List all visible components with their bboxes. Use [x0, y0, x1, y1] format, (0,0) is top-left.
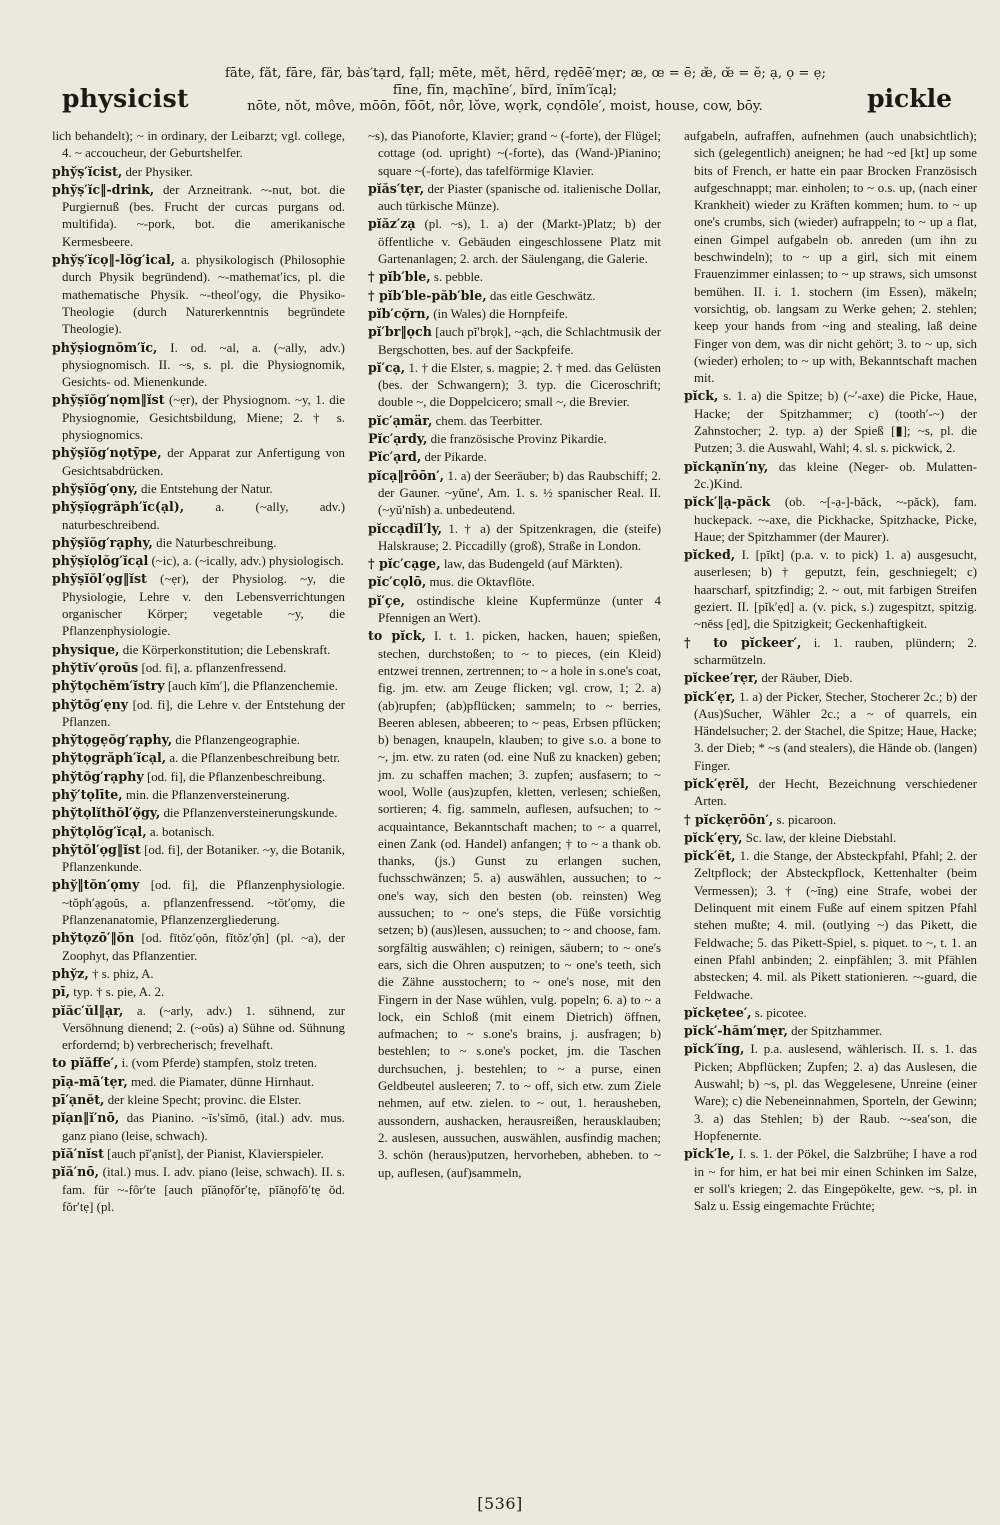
pronunciation-key-line: fīne, fĭn, mạchīne′, bĭrd, ĭnĭm′ĭcạl;	[392, 82, 618, 98]
dictionary-entry	[52, 128, 345, 163]
dictionary-entry	[684, 1004, 977, 1022]
entry-definition: (ob. ~[-ạ-]-băck, ~-păck), fam. huckepack. ~-axe, die Pickhacke, Spitzhacke, Picke, Haue; der Spitzhammer (der Maurer).	[694, 495, 977, 544]
entry-definition: i. 1. rauben, plündern; 2. scharmützeln.	[694, 635, 977, 667]
entry-headword: pĭăs′tẹr,	[368, 180, 425, 196]
right-guide-word: pickle	[867, 84, 952, 113]
dictionary-entry	[368, 305, 661, 323]
entry-definition: a. botanisch.	[149, 824, 215, 839]
entry-headword: pĭck′ẹry,	[684, 829, 743, 845]
dictionary-entry	[52, 823, 345, 841]
dictionary-entry	[52, 1145, 345, 1163]
dictionary-entry	[368, 215, 661, 268]
entry-definition: der Piaster (spanische od. italienische Dollar, auch türkische Münze).	[378, 181, 661, 214]
entry-headword: pĭccạdĭl′ly,	[368, 520, 443, 536]
entry-definition: [od. fi], die Lehre v. der Entstehung der Pflanzen.	[62, 697, 345, 729]
dictionary-entry	[368, 359, 661, 412]
dictionary-entry	[52, 804, 345, 822]
dictionary-entry	[52, 1109, 345, 1145]
entry-definition: 1. a) der Seeräuber; b) das Raubschiff; 2. der Gauner. ~yŭne′, Am. 1. s. ½ spanischer Real. II. (~yŭ′nĭsh) a. unbedeutend.	[378, 468, 661, 518]
entry-definition: die Entstehung der Natur.	[140, 481, 273, 496]
entry-definition: der Pikarde.	[424, 450, 487, 465]
entry-headword: pĭă′nĭst	[52, 1145, 104, 1161]
entry-headword: pĭck′ĕt,	[684, 848, 736, 864]
entry-definition: I. p.a. auslesend, wählerisch. II. s. 1. das Picken; Abpflücken; Zupfen; 2. a) das Auslesen, die Auswahl; b) ~s, pl. das Weggelesene, Unreine (einer Ware); c) die Nebeneinnahmen, Sporteln, der Gewinn; 3. a) das Stehlen; b) der Raub. ~-sea′son, die Hopfenernte.	[694, 1042, 977, 1143]
dictionary-entry	[368, 573, 661, 591]
entry-definition: der kleine Specht; provinc. die Elster.	[107, 1093, 302, 1108]
entry-headword: physique,	[52, 641, 120, 657]
entry-definition: (~ẹr), der Physiognom. ~y, 1. die Physiognomie, Gesichtsbildung, Miene; 2. † s. physiognomics.	[62, 393, 345, 443]
entry-definition: das kleine (Neger- ob. Mulatten- 2c.)Kind.	[694, 459, 977, 491]
entry-definition: 1. a) der Picker, Stecher, Stocherer 2c.; b) der (Aus)Sucher, Wähler 2c.; a ~ of quarrels, ein Händelsucher; 2. der Stachel, die Spitze; Haue, Hacke; 3. der Dieb; * ~s (and stealers), die Hände ob. (langen) Finger.	[694, 689, 977, 773]
entry-headword: phy̆ṣĭŏg′nọm‖ĭst	[52, 392, 165, 408]
entry-headword: pĭc′ạmär,	[368, 412, 433, 428]
entry-headword: Pĭc′ạrdy,	[368, 431, 428, 447]
dictionary-entry	[52, 1002, 345, 1055]
dictionary-entry	[684, 688, 977, 775]
dictionary-entry	[52, 444, 345, 480]
entry-definition: min. die Pflanzenversteinerung.	[125, 787, 290, 802]
left-guide-word: physicist	[62, 84, 189, 113]
entry-definition: [od. fi], die Pflanzenbeschreibung.	[146, 769, 326, 784]
entry-headword: phy̆ṣĭŏg′ọny,	[52, 480, 138, 496]
entry-definition: s. picaroon.	[776, 812, 837, 827]
entry-headword: phy̆ṣĭọgrăph′ĭc(ạl),	[52, 499, 185, 515]
dictionary-entry	[368, 287, 661, 305]
entry-headword: phy̆ṣ′ĭcọ‖-lŏg′ical,	[52, 252, 176, 268]
entry-definition: med. die Piamater, dünne Hirnhaut.	[130, 1074, 315, 1089]
entry-headword: phy̆tŏl′ọg‖ĭst	[52, 841, 141, 857]
entry-definition: law, das Budengeld (auf Märkten).	[443, 557, 623, 572]
entry-headword: pĭck′ĭng,	[684, 1041, 745, 1057]
dictionary-entry	[684, 546, 977, 633]
entry-definition: lich behandelt); ~ in ordinary, der Leibarzt; vgl. college, 4. ~ accoucheur, der Geburtshelfer.	[52, 129, 345, 161]
dictionary-entry	[52, 983, 345, 1001]
entry-columns	[52, 128, 977, 1490]
entry-headword: phy̆tọgẹŏg′rạphy,	[52, 732, 173, 748]
dictionary-entry	[52, 749, 345, 767]
dictionary-entry	[368, 323, 661, 359]
dictionary-entry	[52, 841, 345, 877]
entry-headword: pĭck′‖ạ-păck	[684, 494, 771, 510]
entry-definition: das eitle Geschwätz.	[489, 288, 596, 303]
entry-definition: [od. fi], a. pflanzenfressend.	[141, 660, 287, 675]
entry-definition: 1. † die Elster, s. magpie; 2. † med. das Gelüsten (bes. der Schwangern); 3. typ. die Ciceroschrift; double ~, die Doppelcicero; small ~, die Brevier.	[378, 360, 661, 410]
dictionary-entry	[684, 634, 977, 670]
entry-headword: pĭckee′rẹr,	[684, 670, 759, 686]
entry-headword: † pĭc′cạge,	[368, 556, 441, 572]
entry-headword: phy̆ṣ′ĭc‖-drink,	[52, 181, 155, 197]
dictionary-entry	[52, 1054, 345, 1072]
dictionary-entry	[52, 929, 345, 965]
dictionary-entry	[684, 775, 977, 811]
dictionary-entry	[52, 677, 345, 695]
entry-definition: (pl. ~s), 1. a) der (Markt-)Platz; b) der öffentliche v. Gebäuden eingeschlossene Platz mit Gartenanlagen; 2. arch. der Säulengang, die Galerie.	[378, 217, 661, 267]
entry-headword: pĭck′le,	[684, 1146, 735, 1162]
dictionary-entry	[52, 534, 345, 552]
entry-definition: I. s. 1. der Pökel, die Salzbrühe; I have a rod in ~ for him, er hat bei mir einen Schinken im Salze, er soll's kriegen; 2. das Eingepökelte, gew. ~s, pl. in Salz u. Essig eingemachte Früchte;	[694, 1147, 977, 1214]
entry-headword: Pĭc′ạrd,	[368, 449, 422, 465]
dictionary-entry	[684, 493, 977, 546]
dictionary-entry	[368, 467, 661, 520]
entry-definition: der Hecht, Bezeichnung verschiedener Arten.	[694, 776, 977, 809]
dictionary-entry	[684, 458, 977, 494]
entry-definition: a. (~ally, adv.) naturbeschreibend.	[62, 500, 345, 532]
entry-headword: phy̆ṣiognŏm′ĭc,	[52, 339, 158, 355]
dictionary-entry	[52, 731, 345, 749]
dictionary-entry	[52, 965, 345, 983]
entry-definition: ostindische kleine Kupfermünze (unter 4 Pfennigen an Wert).	[378, 593, 661, 626]
entry-headword: † pĭb′ble-păb′ble,	[368, 287, 487, 303]
dictionary-entry	[52, 163, 345, 181]
dictionary-entry	[52, 1073, 345, 1091]
entry-definition: [auch pĭ′ạnĭst], der Pianist, Klavierspieler.	[107, 1146, 324, 1161]
entry-headword: phy̆ṣĭọlŏg′ĭcạl	[52, 553, 149, 569]
entry-headword: phy̆tọzō′‖ŏn	[52, 930, 135, 946]
entry-headword: pī′ạnĕt,	[52, 1092, 105, 1108]
entry-headword: pĭb′cọ̆rn,	[368, 305, 430, 321]
entry-definition: die Pflanzengeographie.	[175, 733, 300, 748]
entry-headword: pĭck,	[684, 388, 719, 404]
column-2	[368, 128, 661, 1490]
entry-definition: (~ic), a. (~ically, adv.) physiologisch.	[151, 554, 344, 569]
entry-definition: † s. phiz, A.	[92, 966, 154, 981]
entry-definition: s. 1. a) die Spitze; b) (~′-axe) die Picke, Haue, Hacke; der Spitzhammer; c) (tooth′-~) der Zahnstocher; 2. typ. a) der Spieß [▮]; ~s, pl. die Putzen; 3. die Auswahl, Wahl; 4. sl. s. pickwick, 2.	[694, 389, 977, 456]
entry-headword: pĭạn‖ĭ′nō,	[52, 1110, 120, 1126]
entry-headword: phy̆′tọlīte,	[52, 786, 123, 802]
dictionary-entry	[368, 448, 661, 466]
entry-definition: a. die Pflanzenbeschreibung betr.	[169, 751, 341, 766]
entry-headword: phy̆z,	[52, 965, 89, 981]
entry-headword: pĭcked,	[684, 547, 736, 563]
entry-headword: phy̆ṣĭŏg′rạphy,	[52, 534, 153, 550]
entry-definition: I. [pĭkt] (p.a. v. to pick) 1. a) ausgesucht, auserlesen; b) † geputzt, fein, geschniegelt; c) haarscharf, spitzfindig; 2. ~ out, mit farbigen Streifen geziert. II. [pĭk′ẹd] a. (v. pick, s.) zugespitzt, spitzig. ~nĕss [ẹd], die Spitzigkeit; Geckenhaftigkeit.	[694, 548, 977, 632]
entry-definition: die französische Provinz Pikardie.	[430, 432, 607, 447]
entry-headword: phy̆‖tŏn′ọmy	[52, 877, 140, 893]
entry-definition: 1. † a) der Spitzenkragen, die (steife) Halskrause; 2. Piccadilly (groß), Straße in London.	[378, 521, 661, 553]
dictionary-entry	[52, 1163, 345, 1216]
dictionary-entry	[684, 829, 977, 847]
entry-definition: das Pianino. ~ĭs′sĭmō, (ital.) adv. mus. ganz piano (leise, schwach).	[62, 1111, 345, 1143]
dictionary-entry	[368, 412, 661, 430]
dictionary-entry	[52, 1091, 345, 1109]
entry-headword: pĭ′cạ,	[368, 359, 406, 375]
entry-headword: phy̆ṣĭŏg′nọtȳpe,	[52, 445, 162, 461]
dictionary-entry	[684, 847, 977, 1004]
entry-definition: der Spitzhammer.	[791, 1024, 883, 1039]
dictionary-entry	[684, 1145, 977, 1215]
entry-definition: mus. die Oktavflöte.	[429, 575, 535, 590]
dictionary-entry	[684, 128, 977, 387]
dictionary-entry	[52, 480, 345, 498]
entry-definition: ~s), das Pianoforte, Klavier; grand ~ (-forte), der Flügel; cottage (od. upright) ~(-forte), das (Wand-)Pianino; square ~(-forte), das tafelförmige Klavier.	[368, 129, 661, 178]
entry-definition: chem. das Teerbitter.	[435, 413, 543, 428]
entry-definition: [od. fītŏz′ọŏn, fĭtŏz′ọ̆n] (pl. ~a), der Zoophyt, das Pflanzentier.	[62, 931, 345, 963]
entry-headword: pĭă′nō,	[52, 1164, 100, 1180]
entry-headword: phy̆tọlŏg′ĭcạl,	[52, 823, 147, 839]
entry-definition: a. (~arly, adv.) 1. sühnend, zur Versöhnung dienend; 2. (~oŭs) a) Sühne od. Sühnung erfordernd; b) verbrecherisch; frevelhaft.	[62, 1003, 345, 1053]
pronunciation-key-line: fāte, făt, fāre, fär, bȧs′tạrd, fạll; mēte, mĕt, hẽrd, rẹdēē′mẹr; æ, œ = ē; æ̆, œ̆ = ĕ; ạ, ọ = ẹ;	[225, 66, 826, 81]
entry-headword: pĭckạnĭn′ny,	[684, 458, 769, 474]
entry-definition: die Pflanzenversteinerungskunde.	[163, 806, 338, 821]
entry-definition: [od. fi], der Botaniker. ~y, die Botanik, Pflanzenkunde.	[62, 842, 345, 875]
dictionary-entry	[52, 696, 345, 732]
entry-headword: pĭăz′zạ	[368, 216, 416, 232]
dictionary-entry	[52, 570, 345, 640]
entry-headword: to pĭăffe′,	[52, 1055, 119, 1071]
entry-headword: phy̆tọgrăph′ĭcạl,	[52, 750, 167, 766]
entry-headword: pĭck′ẹrĕl,	[684, 775, 750, 791]
dictionary-entry	[52, 498, 345, 534]
dictionary-entry	[368, 627, 661, 1182]
dictionary-entry	[52, 391, 345, 444]
entry-definition: s. pebble.	[433, 270, 483, 285]
entry-definition: [auch pĭ′brọk], ~ạch, die Schlachtmusik der Bergschotten, bes. auf der Sackpfeife.	[378, 325, 661, 357]
entry-definition: die Naturbeschreibung.	[156, 535, 277, 550]
dictionary-entry	[52, 339, 345, 392]
entry-definition: (in Wales) die Hornpfeife.	[433, 306, 568, 321]
entry-definition: der Apparat zur Anfertigung von Gesichtsabdrücken.	[62, 446, 345, 478]
entry-definition: die Körperkonstitution; die Lebenskraft.	[122, 642, 331, 657]
entry-headword: † to pĭckeer′,	[684, 634, 802, 650]
dictionary-entry	[52, 768, 345, 786]
entry-headword: pĭck′-hăm′mẹr,	[684, 1023, 788, 1039]
entry-headword: pĭ′br‖ọch	[368, 324, 432, 340]
column-1	[52, 128, 345, 1490]
entry-definition: i. (vom Pferde) stampfen, stolz treten.	[121, 1056, 318, 1071]
entry-definition: I. od. ~al, a. (~ally, adv.) physiognomisch. II. ~s, s. pl. die Physiognomik, Gesichts- od. Mienenkunde.	[62, 340, 345, 390]
pronunciation-key-line: nōte, nŏt, môve, mōōn, fōōt, nôr, lŏve, wọrk, cọndōle′, moist, house, cow, bōy.	[247, 99, 763, 114]
dictionary-entry	[368, 268, 661, 286]
entry-headword: phy̆tọlĭthŏl′ọ̆gy,	[52, 805, 161, 821]
dictionary-entry	[52, 641, 345, 659]
entry-headword: phy̆tọchĕm′ĭstry	[52, 678, 165, 694]
dictionary-entry	[368, 592, 661, 628]
dictionary-entry	[684, 387, 977, 457]
entry-headword: pĭcạ‖rōōn′,	[368, 467, 445, 483]
dictionary-entry	[52, 876, 345, 929]
dictionary-entry	[368, 520, 661, 556]
dictionary-entry	[368, 430, 661, 448]
dictionary-entry	[684, 1022, 977, 1040]
entry-definition: a. physikologisch (Philosophie durch Physik begründend). ~-mathemat′ics, pl. die mathematische Physik. ~-theol′ogy, die Physiko-Theologie (durch Naturerkenntnis begründete Theologie).	[62, 253, 345, 337]
entry-definition: I. t. 1. picken, hacken, hauen; spießen, stechen, durchstoßen; to ~ to pieces, (ein Kleid) entzwei trennen, zertrennen; to ~ a hole in s.one's coat, fig. jm. etw. am Zeuge flicken; vgl. crow, 1; 2. a) (ab)rupfen; (ab)pflücken; sammeln; to ~ berries, Beeren ablesen, abbeeren; to ~ peas, Erbsen pflücken; b) benagen, knaupeln, klauben; to give s.o. a bone to ~, jm. etw. zu raten (od. eine Nuß zu knacken) geben; jm. zu schaffen machen; 3. zupfen; ausfasern; to ~ wool, Wolle (aus)zupfen, kletten, verlesen; schießen, sortieren; 4. fig. sammeln, auflesen, aufsuchen; to ~ acquaintance, Bekanntschaft machen; to ~ a quarrel, einen Zank (od. Handel) anfangen; † to ~ a thank ob. thanks, (js.) Gunst zu erlangen suchen, fuchsschwänzen; 5. a) auswählen, aussuchen; to ~ one's way, sich den besten (ob. reinsten) Weg aussuchen; to ~ one's steps, die Füße vorsichtig setzen; b) (aus)lesen, aussuchen; to ~ and choose, fam. sorgfältig auswählen; c) reinigen, säubern; to ~ one's ears, sich die Ohren ausputzen; to ~ one's teeth, sich die Zähne ausstochern; to ~ one's nose, mit den Fingern in der Nase wühlen, vulg. popeln; 6. a) to ~ a lock, ein Schloß (mit einem Dietrich) öffnen, aufmachen; to ~ s.one's brains, j. ausfragen; b) bestehlen; to ~ s.one's pocket, jm. die Taschen durchsuchen, j. bestehlen; to ~ a purse, einen Geldbeutel ausleeren; 7. to ~ off, sich etw. zum Ziele nehmen, auf etw. zielen. to ~ out, 1. herausheben, aussondern, aushacken, herausreißen, herausklauben; 2. auslesen, aussuchen, auswählen, ausfindig machen; 3. schön (heraus)putzen, hervorheben, abheben. to ~ up, auflesen, (auf)sammeln,	[378, 629, 661, 1180]
entry-definition: der Räuber, Dieb.	[761, 671, 853, 686]
entry-headword: phy̆ṣĭŏl′ọg‖ĭst	[52, 571, 147, 587]
entry-headword: † pĭckẹrōōn′,	[684, 811, 774, 827]
dictionary-entry	[368, 180, 661, 216]
entry-headword: pī,	[52, 984, 70, 1000]
entry-headword: pĭck′ẹr,	[684, 688, 736, 704]
dictionary-entry	[684, 811, 977, 829]
entry-definition: [auch kĭm′], die Pflanzenchemie.	[167, 679, 338, 694]
pronunciation-key	[225, 66, 826, 116]
entry-headword: pīạ-mā′tẹr,	[52, 1073, 128, 1089]
entry-definition: [od. fi], die Pflanzenphysiologie. ~tŏph′ạgoŭs, a. pflanzenfressend. ~tŏt′ọmy, die Pflanzenanatomie, Pflanzenzergliederung.	[62, 878, 345, 928]
column-3	[684, 128, 977, 1490]
dictionary-entry	[52, 659, 345, 677]
entry-definition: typ. † s. pie, A. 2.	[73, 985, 165, 1000]
entry-definition: (ital.) mus. I. adv. piano (leise, schwach). II. s. fam. für ~-fôr′te [auch pĭănọfŏr′tẹ, pĭănọfō′tẹ ŏd. fŏr′tẹ] (pl.	[62, 1165, 345, 1214]
dictionary-entry	[368, 555, 661, 573]
entry-definition: 1. die Stange, der Absteckpfahl, Pfahl; 2. der Zeltpflock; der Absteckpflock, Kettenhalter (beim Vermessen); 3. † (~ĭng) eine Strafe, wobei der Delinquent mit einem Fuße auf einem spitzen Pfahl stehen mußte; 4. mil. (outlying ~) das Pikett, die Feldwache; 5. das Pikett-Spiel, s. piquet. to ~, t. 1. an einen Pfahl anbinden; 2. einpfählen; 3. mit Pfählen abstecken; 4. mil. als Pikett stationieren. ~-guard, die Feldwache.	[694, 849, 977, 1002]
entry-definition: (~ẹr), der Physiolog. ~y, die Physiologie, Lehre v. den Lebensverrichtungen organischer Körper; vegetable ~y, die Pflanzenphysiologie.	[62, 572, 345, 639]
dictionary-entry	[684, 1040, 977, 1145]
dictionary-entry	[52, 786, 345, 804]
dictionary-entry	[52, 552, 345, 570]
entry-headword: phy̆tĭv′ọroŭs	[52, 659, 139, 675]
page-number: [536]	[477, 1494, 523, 1513]
entry-headword: phy̆tŏg′ẹny	[52, 696, 129, 712]
dictionary-entry	[52, 181, 345, 251]
entry-headword: phy̆tŏg′rạphy	[52, 768, 144, 784]
entry-headword: pĭckẹtee′,	[684, 1004, 752, 1020]
entry-definition: der Physiker.	[125, 164, 193, 179]
dictionary-entry	[684, 669, 977, 687]
entry-headword: pĭ′çe,	[368, 592, 405, 608]
entry-definition: Sc. law, der kleine Diebstahl.	[745, 830, 897, 845]
entry-headword: phy̆ṣ′ĭcist,	[52, 163, 123, 179]
entry-headword: † pĭb′ble,	[368, 269, 431, 285]
dictionary-entry	[368, 128, 661, 180]
entry-definition: aufgabeln, aufraffen, aufnehmen (auch unabsichtlich); sich (gelegentlich) aneignen; he had ~ed [kt] up some bits of French, er hatte ein paar Brocken Französisch aufgeschnappt; mar. einholen; to ~ o.s. up, (nach einer Krankheit) wieder zu Kräften kommen; hum. to ~ up one's crumbs, sich (wieder) aufrappeln; to ~ up a flat, einen Gimpel aufgabeln ob. anreden (um ihn zu beschwindeln); to ~ up a girl, sich mit einem Frauenzimmer einlassen; to ~ up straws, sich umsonst bemühen. II. i. 1. stochern (im Essen), mäkeln; vorsichtig, ob. langsam zu Werke gehen; 2. stehlen; keep your hands from ~ing and stealing, laß deine Finger von dem, was dir nicht gehört; 3. to ~ up, sich (wieder) erholen; to ~ up with, Bekanntschaft machen mit.	[684, 129, 977, 386]
entry-headword: pĭăc′ŭl‖ạr,	[52, 1002, 124, 1018]
dictionary-entry	[52, 251, 345, 338]
entry-definition: der Arzneitrank. ~-nut, bot. die Purgiernuß (bes. Frucht der curcas purgans od. multifida). ~-pork, bot. die amerikanische Kermesbeere.	[62, 182, 345, 249]
entry-headword: to pĭck,	[368, 628, 426, 644]
entry-headword: pĭc′cọlō,	[368, 574, 427, 590]
entry-definition: s. picotee.	[754, 1005, 807, 1020]
